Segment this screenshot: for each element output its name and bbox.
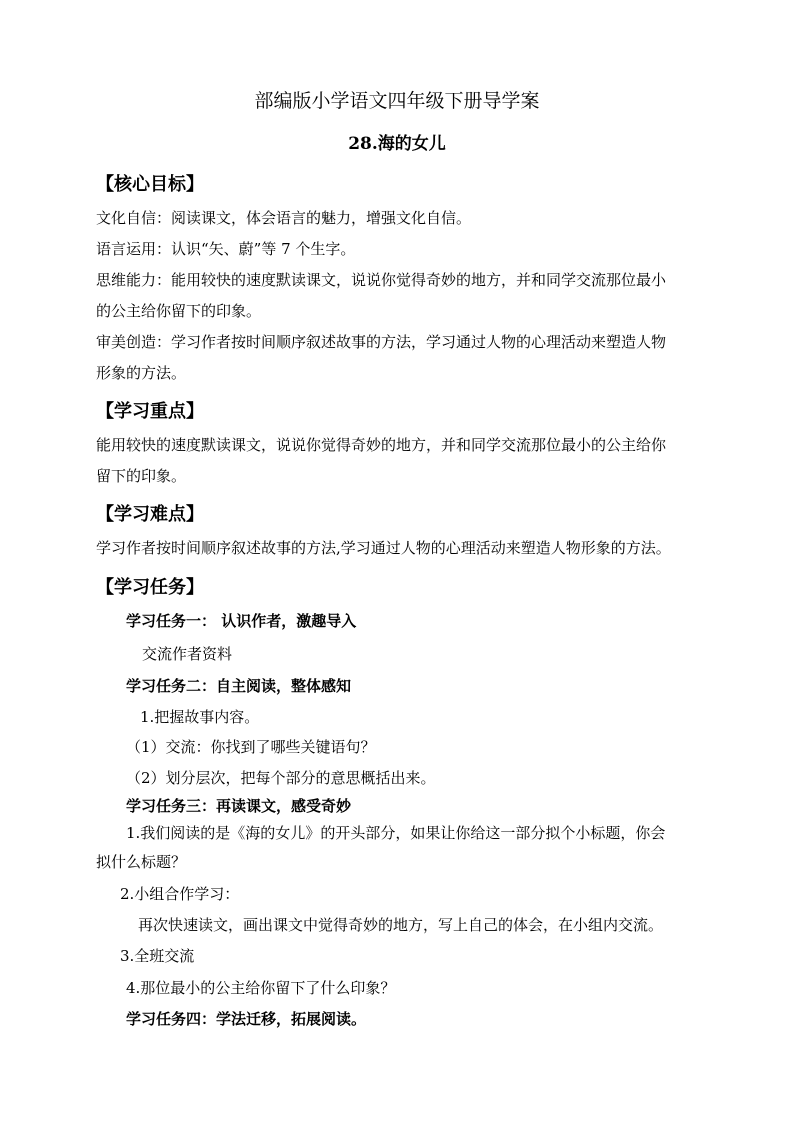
task2-title: 学习任务二：自主阅读，整体感知 <box>126 677 352 695</box>
task1-title: 学习任务一： 认识作者，激趣导入 <box>126 612 357 630</box>
task3-line: 拟什么标题？ <box>96 853 187 871</box>
key-points-line: 能用较快的速度默读课文，说说你觉得奇妙的地方，并和同学交流那位最小的公主给你 <box>96 436 667 454</box>
core-goals-heading: 【核心目标】 <box>96 174 204 195</box>
task2-line: （1）交流：你找到了哪些关键语句？ <box>126 738 376 756</box>
core-goals-line: 的公主给你留下的印象。 <box>96 302 262 320</box>
document-title: 部编版小学语文四年级下册导学案 <box>254 90 540 112</box>
task3-line: 2.小组合作学习： <box>120 885 240 903</box>
task2-line: 1.把握故事内容。 <box>140 708 260 726</box>
task3-line: 3.全班交流 <box>120 947 195 965</box>
core-goals-line: 语言运用：认识“矢、蔚”等 7 个生字。 <box>96 240 356 258</box>
core-goals-line: 思维能力：能用较快的速度默读课文，说说你觉得奇妙的地方，并和同学交流那位最小 <box>96 271 667 289</box>
lesson-title: 28.海的女儿 <box>348 134 446 154</box>
task4-title: 学习任务四：学法迁移，拓展阅读。 <box>126 1010 367 1028</box>
task1-line: 交流作者资料 <box>142 645 233 663</box>
core-goals-line: 审美创造：学习作者按时间顺序叙述故事的方法，学习通过人物的心理活动来塑造人物 <box>96 333 667 351</box>
task3-line: 1.我们阅读的是《海的女儿》的开头部分，如果让你给这一部分拟个小标题，你会 <box>126 824 666 842</box>
task2-line: （2）划分层次，把每个部分的意思概括出来。 <box>126 769 436 787</box>
task3-line: 再次快速读文，画出课文中觉得奇妙的地方，写上自己的体会，在小组内交流。 <box>138 916 664 934</box>
difficulties-heading: 【学习难点】 <box>96 504 204 525</box>
key-points-heading: 【学习重点】 <box>96 401 204 422</box>
tasks-heading: 【学习任务】 <box>96 577 204 598</box>
task3-title: 学习任务三：再读课文，感受奇妙 <box>126 797 352 815</box>
key-points-line: 留下的印象。 <box>96 467 187 485</box>
difficulties-line: 学习作者按时间顺序叙述故事的方法,学习通过人物的心理活动来塑造人物形象的方法。 <box>96 539 671 557</box>
task3-line: 4.那位最小的公主给你留下了什么印象？ <box>126 979 396 997</box>
core-goals-line: 文化自信：阅读课文，体会语言的魅力，增强文化自信。 <box>96 209 472 227</box>
core-goals-line: 形象的方法。 <box>96 364 187 382</box>
